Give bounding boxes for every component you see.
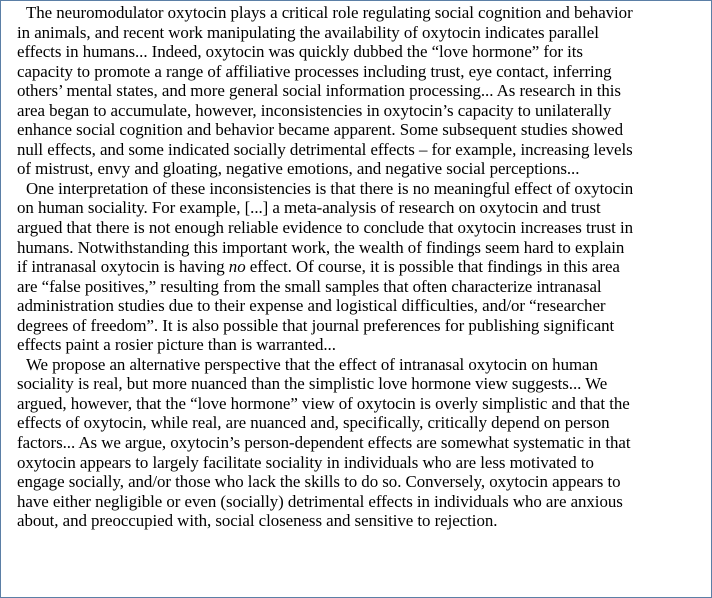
text-line: area began to accumulate, however, inconsistencies in oxytocin’s capacity to unilaterally bbox=[17, 100, 612, 120]
text-segment: effect. Of course, it is possible that findings in this area bbox=[245, 257, 620, 277]
text-line: One interpretation of these inconsistencies is that there is no meaningful effect of oxytocin bbox=[26, 178, 634, 198]
text-line: capacity to promote a range of affiliative processes including trust, eye contact, inferring bbox=[17, 61, 612, 81]
text-line: have either negligible or even (socially) detrimental effects in individuals who are anxious bbox=[17, 491, 623, 511]
paragraph-3 bbox=[8, 355, 708, 531]
text-line: oxytocin appears to largely facilitate sociality in individuals who are less motivated to bbox=[17, 452, 594, 472]
text-line: are “false positives,” resulting from the small samples that often characterize intranasal bbox=[17, 276, 602, 296]
text-line: others’ mental states, and more general social information processing... As research in this bbox=[17, 81, 621, 101]
text-line: on human sociality. For example, [...] a meta-analysis of research on oxytocin and trust bbox=[17, 198, 601, 218]
document-text bbox=[8, 3, 708, 531]
text-line: engage socially, and/or those who lack the skills to do so. Conversely, oxytocin appears to bbox=[17, 472, 621, 492]
text-line: null effects, and some indicated socially detrimental effects – for example, increasing levels bbox=[17, 139, 633, 159]
text-line: factors... As we argue, oxytocin’s person-dependent effects are somewhat systematic in that bbox=[17, 433, 631, 453]
text-line-with-emphasis bbox=[8, 257, 708, 277]
text-line: degrees of freedom”. It is also possible that journal preferences for publishing significant bbox=[17, 315, 615, 335]
paragraph-2 bbox=[8, 179, 708, 355]
emphasized-word: no bbox=[228, 257, 246, 277]
text-line: sociality is real, but more nuanced than the simplistic love hormone view suggests... We bbox=[17, 374, 608, 394]
text-line: effects of oxytocin, while real, are nuanced and, specifically, critically depend on person bbox=[17, 413, 610, 433]
text-line: enhance social cognition and behavior became apparent. Some subsequent studies showed bbox=[17, 120, 623, 140]
text-line: administration studies due to their expense and logistical difficulties, and/or “researcher bbox=[17, 296, 606, 316]
text-line: effects paint a rosier picture than is warranted... bbox=[17, 335, 336, 355]
text-line: effects in humans... Indeed, oxytocin was quickly dubbed the “love hormone” for its bbox=[17, 42, 583, 62]
text-line: of mistrust, envy and gloating, negative emotions, and negative social perceptions... bbox=[17, 159, 580, 179]
text-line: We propose an alternative perspective that the effect of intranasal oxytocin on human bbox=[26, 354, 598, 374]
paragraph-1 bbox=[8, 3, 708, 179]
text-line: humans. Notwithstanding this important work, the wealth of findings seem hard to explain bbox=[17, 237, 625, 257]
text-line: argued, however, that the “love hormone” view of oxytocin is overly simplistic and that the bbox=[17, 393, 630, 413]
text-line: in animals, and recent work manipulating the availability of oxytocin indicates parallel bbox=[17, 22, 599, 42]
text-line: about, and preoccupied with, social closeness and sensitive to rejection. bbox=[17, 511, 498, 531]
text-line: The neuromodulator oxytocin plays a critical role regulating social cognition and behavior bbox=[26, 3, 633, 22]
text-segment: if intranasal oxytocin is having bbox=[17, 257, 229, 277]
text-line: argued that there is not enough reliable evidence to conclude that oxytocin increases trust in bbox=[17, 218, 633, 238]
